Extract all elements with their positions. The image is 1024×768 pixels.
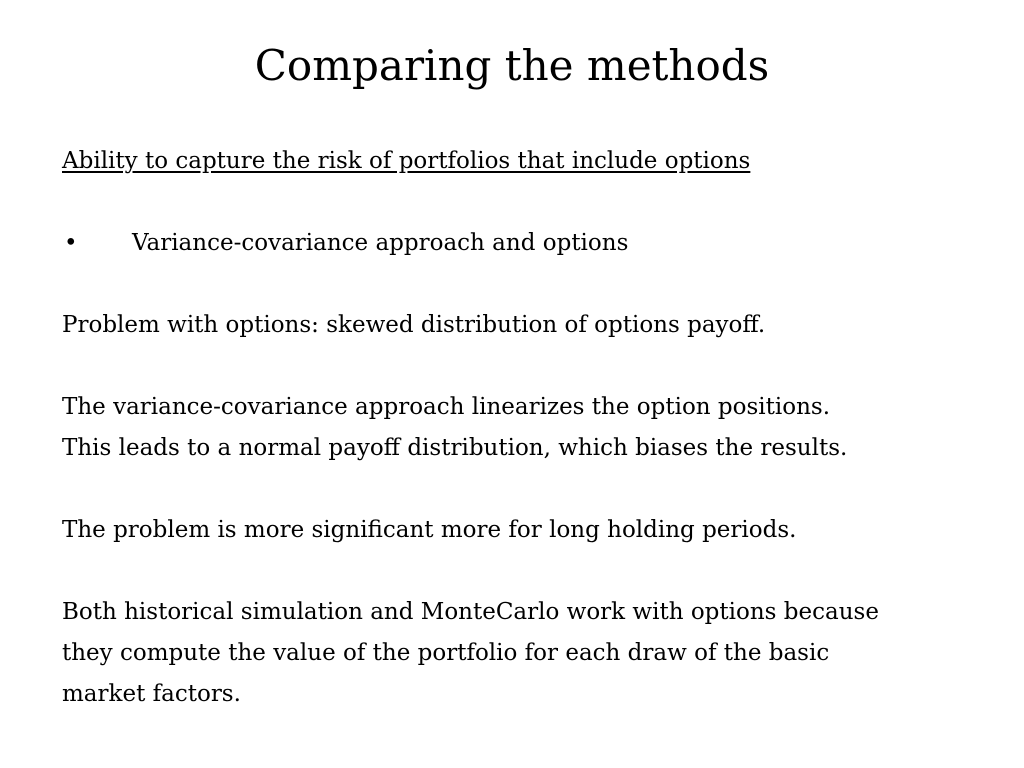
paragraph-holding-periods: The problem is more significant more for long holding periods. xyxy=(62,517,797,543)
bullet-item xyxy=(62,223,982,264)
section-heading: Ability to capture the risk of portfolios that include options xyxy=(62,148,751,174)
slide-body xyxy=(62,141,982,715)
spacer xyxy=(62,264,982,305)
spacer xyxy=(62,551,982,592)
paragraph-problem: Problem with options: skewed distribution of options payoff. xyxy=(62,312,766,338)
paragraph-simulation-line-1: Both historical simulation and MonteCarlo work with options because xyxy=(62,599,879,625)
paragraph-linearize-line-1: The variance-covariance approach linearizes the option positions. xyxy=(62,394,831,420)
paragraph-simulation-line-2: they compute the value of the portfolio for each draw of the basic xyxy=(62,640,830,666)
paragraph-simulation-line-3: market factors. xyxy=(62,681,241,707)
spacer xyxy=(62,469,982,510)
paragraph-linearize-line-2: This leads to a normal payoff distribution, which biases the results. xyxy=(62,435,848,461)
spacer xyxy=(62,346,982,387)
bullet-text: Variance-covariance approach and options xyxy=(132,230,629,256)
slide-title: Comparing the methods xyxy=(254,41,770,90)
spacer xyxy=(62,182,982,223)
bullet-icon: • xyxy=(64,230,78,256)
